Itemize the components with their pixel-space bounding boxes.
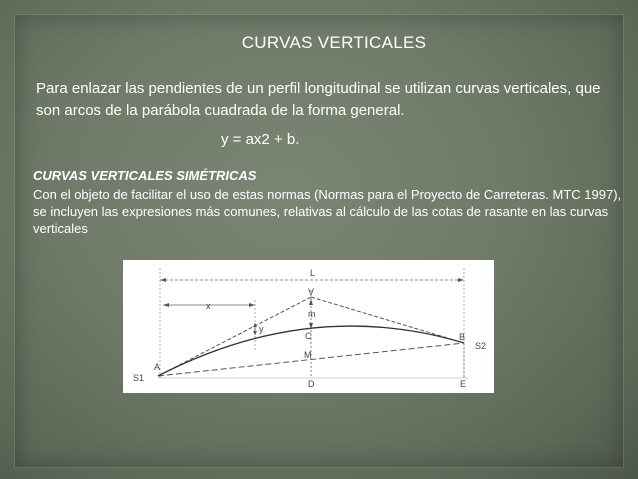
label-S1: S1 <box>133 373 145 383</box>
label-D: D <box>308 379 315 389</box>
l-arrow-left <box>160 278 166 282</box>
x-arrow-left <box>163 303 169 307</box>
x-arrow-right <box>249 303 255 307</box>
m-arrow-top <box>309 299 313 305</box>
section-heading: CURVAS VERTICALES SIMÉTRICAS <box>33 168 257 183</box>
label-y: y <box>259 324 264 334</box>
tangent-s2 <box>311 297 464 343</box>
parabola-formula: y = ax2 + b. <box>221 131 300 148</box>
label-V: V <box>308 287 315 297</box>
l-arrow-right <box>458 278 464 282</box>
label-A: A <box>154 362 161 372</box>
label-S2: S2 <box>475 341 487 351</box>
label-E: E <box>460 379 467 389</box>
slide-title: CURVAS VERTICALES <box>241 33 427 52</box>
diagram-svg <box>123 260 494 393</box>
label-C: C <box>305 331 312 341</box>
label-x: x <box>206 301 211 311</box>
intro-paragraph: Para enlazar las pendientes de un perfil longitudinal se utilizan curvas verticales, que son arcos de la parábola cuadrada de la forma general. <box>36 80 601 119</box>
label-L: L <box>310 268 316 278</box>
label-M: M <box>304 350 312 360</box>
vertical-curve-diagram <box>123 260 494 393</box>
y-arrow-bottom <box>253 331 257 335</box>
label-m: m <box>308 309 316 319</box>
section-body: Con el objeto de facilitar el uso de estas normas (Normas para el Proyecto de Carreteras. MTC 1997), se incluyen las expresiones más comunes, relativas al cálculo de las cotas de rasante en las curvas verticales <box>33 187 622 236</box>
label-B: B <box>459 332 466 342</box>
